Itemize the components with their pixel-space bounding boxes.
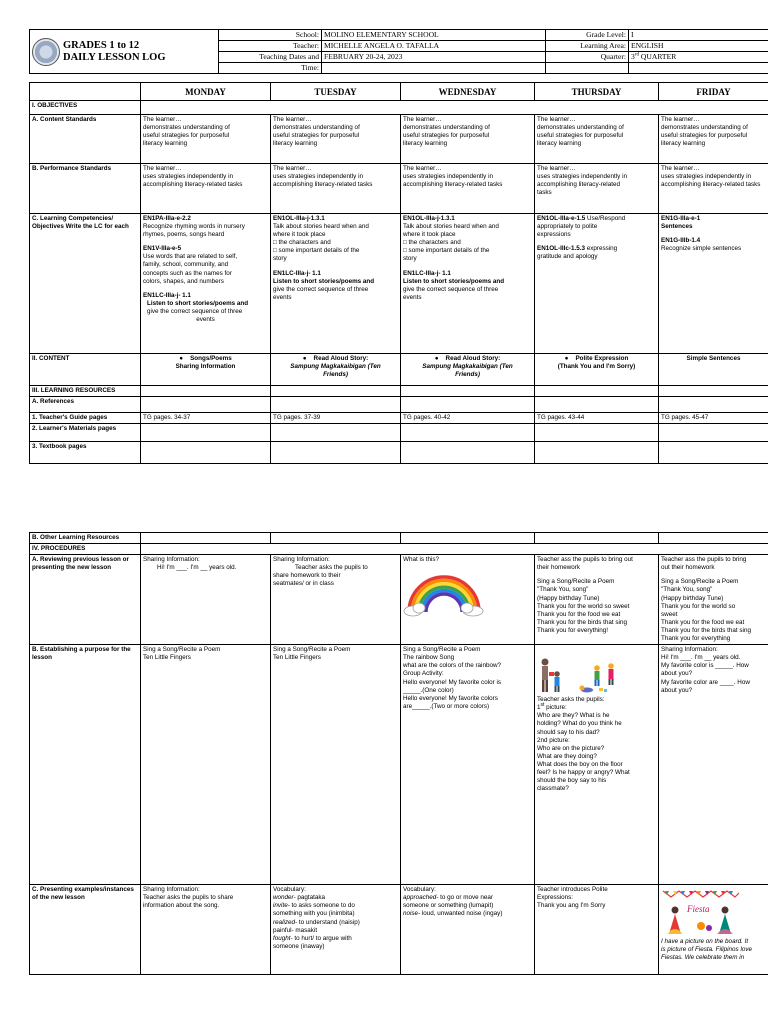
purpose-tue: Sing a Song/Recite a Poem Ten Little Fingers — [271, 645, 401, 885]
row-lm-pages: 2. Learner's Materials pages — [30, 424, 141, 442]
school-label: School: — [219, 30, 322, 41]
content-mon: ● Songs/Poems Sharing Information — [141, 354, 271, 386]
review-wed: What is this? — [401, 555, 535, 645]
purpose-fri: Sharing Information: Hi! I'm ___. I'm __ years old. My favorite color is _____. How about you? My favorite color are ____. How about you? — [659, 645, 768, 885]
competency-mon: EN1PA-IIIa-e-2.2 Recognize rhyming words in nursery rhymes, poems, songs heard EN1V-IIIa-e-5 Use words that are related to self, family, school, community, and concepts such as the names for colors, shapes, and numbers EN1LC-IIIa-j- 1.1 Listen to short stories/poems and give the correct sequence of three events — [141, 214, 271, 354]
row-objectives: I. OBJECTIVES — [30, 101, 141, 115]
row-procedures: IV. PROCEDURES — [30, 544, 141, 555]
dates-label-time: Time: — [219, 63, 322, 74]
fiesta-label: Fiesta — [687, 904, 710, 915]
quarter-value: 3rd QUARTER — [629, 52, 768, 63]
review-mon: Sharing Information: Hi! I'm ___. I'm __ years old. — [141, 555, 271, 645]
content-thu: ● Polite Expression (Thank You and I'm Sorry) — [535, 354, 659, 386]
area-value: ENGLISH — [629, 41, 768, 52]
competency-thu: EN1OL-IIIa-e-1.5 Use/Respond appropriately to polite expressions EN1OL-IIIc-1.5.3 expressing gratitude and apology — [535, 214, 659, 354]
presenting-thu: Teacher introduces Polite Expressions: Thank you ang I'm Sorry — [535, 885, 659, 975]
tg-mon: TG pages. 34-37 — [141, 413, 271, 424]
teacher-value: MICHELLE ANGELA O. TAFALLA — [322, 41, 546, 52]
review-tue: Sharing Information: Teacher asks the pupils to share homework to their seatmates/ or in class — [271, 555, 401, 645]
review-thu: Teacher ass the pupils to bring out their homework Sing a Song/Recite a Poem "Thank You, song" (Happy birthday Tune) Thank you for the world so sweet Thank you for the food we eat Thank you for the birds that sing Thank you for everything! — [535, 555, 659, 645]
performance-standard-wed: The learner… uses strategies independently in accomplishing literacy-related tasks — [401, 164, 535, 214]
content-wed: ● Read Aloud Story: Sampung Magkakaibigan (Ten Friends) — [401, 354, 535, 386]
tg-wed: TG pages. 40-42 — [401, 413, 535, 424]
lesson-log-table-2 — [29, 532, 768, 975]
quarter-label: Quarter: — [546, 52, 629, 63]
title-line1: GRADES 1 to 12 — [63, 39, 140, 51]
content-standard-tue: The learner… demonstrates understanding of useful strategies for purposeful literacy learning — [271, 115, 401, 164]
row-tg-pages: 1. Teacher's Guide pages — [30, 413, 141, 424]
row-learning-resources: III. LEARNING RESOURCES — [30, 386, 141, 397]
tg-thu: TG pages. 43-44 — [535, 413, 659, 424]
grade-label: Grade Level: — [546, 30, 629, 41]
father-son-children-icon — [537, 654, 621, 696]
row-content-standards: A. Content Standards — [30, 115, 141, 164]
row-performance-standards: B. Performance Standards — [30, 164, 141, 214]
area-label: Learning Area: — [546, 41, 629, 52]
fiesta-banner-dancers-icon — [661, 888, 741, 938]
school-value: MOLINO ELEMENTARY SCHOOL — [322, 30, 546, 41]
title-line2: DAILY LESSON LOG — [63, 51, 166, 63]
content-standard-fri: The learner… demonstrates understanding of useful strategies for purposeful literacy learning — [659, 115, 768, 164]
day-friday: FRIDAY — [659, 83, 768, 101]
day-wednesday: WEDNESDAY — [401, 83, 535, 101]
row-purpose: B. Establishing a purpose for the lesson — [30, 645, 141, 885]
content-fri: Simple Sentences — [659, 354, 768, 386]
competency-fri: EN1G-IIIa-e-1 Sentences EN1G-IIIb-1.4 Recognize simple sentences — [659, 214, 768, 354]
row-references: A. References — [30, 397, 141, 413]
competency-tue: EN1OL-IIIa-j-1.3.1 Talk about stories heard when and where it took place □ the characters and □ some important details of the story EN1LC-IIIa-j- 1.1 Listen to short stories/poems and give the correct sequence of three events — [271, 214, 401, 354]
tg-fri: TG pages. 45-47 — [659, 413, 768, 424]
lesson-log-table-1 — [29, 82, 768, 464]
deped-seal-icon — [32, 38, 60, 66]
row-content: II. CONTENT — [30, 354, 141, 386]
row-textbook-pages: 3. Textbook pages — [30, 442, 141, 464]
rainbow-clouds-icon — [403, 572, 485, 618]
grade-value: I — [629, 30, 768, 41]
header-logo-cell — [30, 30, 219, 74]
content-standard-wed: The learner… demonstrates understanding of useful strategies for purposeful literacy learning — [401, 115, 535, 164]
row-other-resources: B. Other Learning Resources — [30, 533, 141, 544]
row-reviewing: A. Reviewing previous lesson or presenting the new lesson — [30, 555, 141, 645]
review-fri: Teacher ass the pupils to bring out their homework Sing a Song/Recite a Poem "Thank You, song" (Happy birthday Tune) Thank you for the world so sweet Thank you for the food we eat Thank you for the birds that sing Thank you for everything — [659, 555, 768, 645]
performance-standard-fri: The learner… uses strategies independently in accomplishing literacy-related tasks — [659, 164, 768, 214]
content-standard-mon: The learner… demonstrates understanding of useful strategies for purposeful literacy learning — [141, 115, 271, 164]
header-table — [29, 29, 768, 74]
content-standard-thu: The learner… demonstrates understanding of useful strategies for purposeful literacy learning — [535, 115, 659, 164]
content-tue: ● Read Aloud Story: Sampung Magkakaibigan (Ten Friends) — [271, 354, 401, 386]
row-presenting: C. Presenting examples/instances of the new lesson — [30, 885, 141, 975]
day-thursday: THURSDAY — [535, 83, 659, 101]
performance-standard-thu: The learner… uses strategies independently in accomplishing literacy-related tasks — [535, 164, 659, 214]
dates-value: FEBRUARY 20-24, 2023 — [322, 52, 546, 63]
performance-standard-mon: The learner… uses strategies independently in accomplishing literacy-related tasks — [141, 164, 271, 214]
dates-label: Teaching Dates and — [219, 52, 322, 63]
presenting-tue: Vocabulary: wonder- pagtataka invite- to asks someone to do something with you (inimbita) realized- to understand (naisip) painful- masakit fought- to hurt/ to argue with someone (inaway) — [271, 885, 401, 975]
day-monday: MONDAY — [141, 83, 271, 101]
teacher-label: Teacher: — [219, 41, 322, 52]
row-competencies: C. Learning Competencies/ Objectives Write the LC for each — [30, 214, 141, 354]
purpose-wed: Sing a Song/Recite a Poem The rainbow Song what are the colors of the rainbow? Group Activity: Hello everyone! My favorite color is _____.(One color) Hello everyone! My favorite colors are_____.(Two or more colors) — [401, 645, 535, 885]
competency-wed: EN1OL-IIIa-j-1.3.1 Talk about stories heard when and where it took place □ the characters and □ some important details of the story EN1LC-IIIa-j- 1.1 Listen to short stories/poems and give the correct sequence of three events — [401, 214, 535, 354]
presenting-mon: Sharing Information: Teacher asks the pupils to share information about the song. — [141, 885, 271, 975]
tg-tue: TG pages. 37-39 — [271, 413, 401, 424]
performance-standard-tue: The learner… uses strategies independently in accomplishing literacy-related tasks — [271, 164, 401, 214]
presenting-fri: Fiesta I have a picture on the board. It is picture of Fiesta. Filipinos love Fiestas. We celebrate them in — [659, 885, 768, 975]
purpose-mon: Sing a Song/Recite a Poem Ten Little Fingers — [141, 645, 271, 885]
purpose-thu: Teacher asks the pupils: 1st picture: Who are they? What is he holding? What do you think he should say to his dad? 2nd picture: Who are on the picture? What are they doing? What does the boy on the floor feel? Is he happy or angry? What should the boy say to his classmate? — [535, 645, 659, 885]
day-tuesday: TUESDAY — [271, 83, 401, 101]
presenting-wed: Vocabulary: approached- to go or move near someone or something (lumapit) noise- loud, unwanted noise (ingay) — [401, 885, 535, 975]
